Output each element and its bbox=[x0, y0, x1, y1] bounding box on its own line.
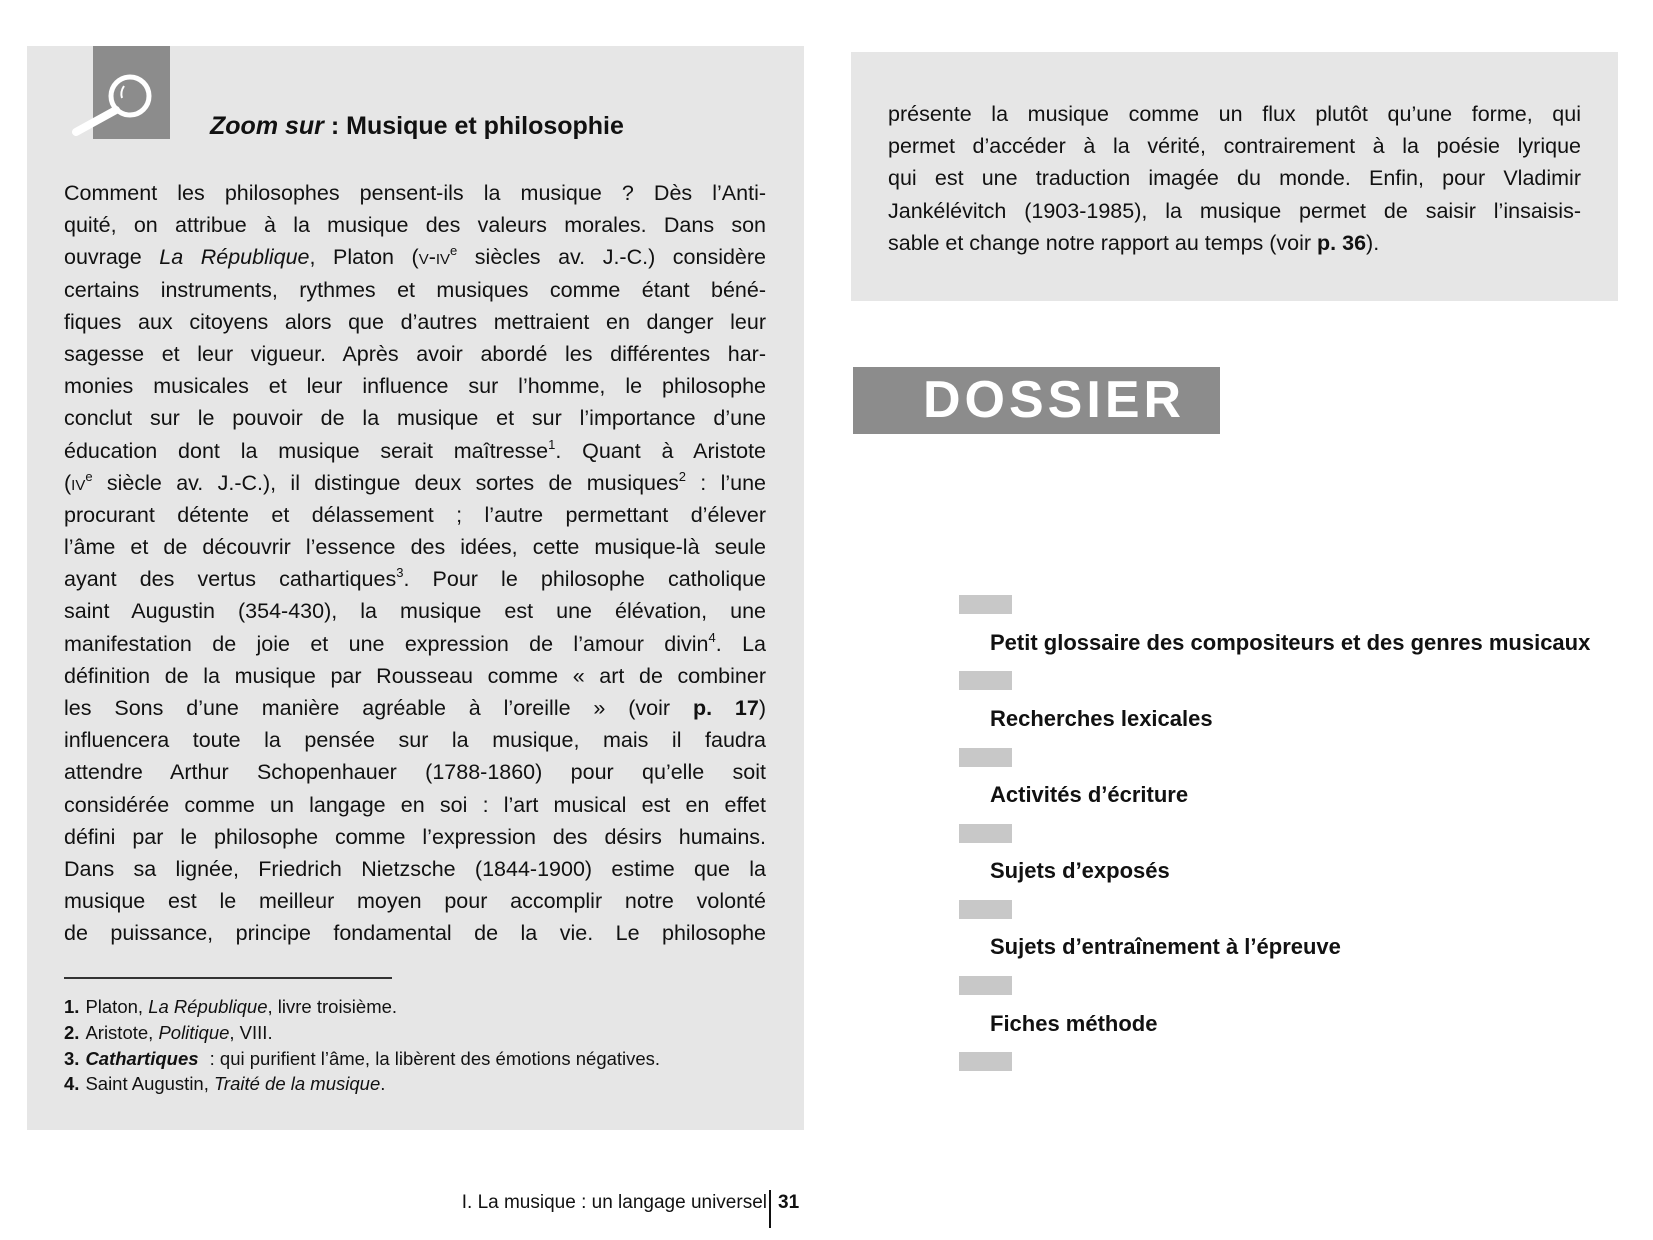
text-line bbox=[64, 917, 766, 949]
text-run: conclut sur le pouvoir de la musique et sur l’importance d’une bbox=[64, 406, 766, 431]
text-run: ). bbox=[1366, 230, 1380, 255]
text-line bbox=[64, 435, 766, 467]
text-run: quité, on attribue à la musique des valeurs morales. Dans son bbox=[64, 213, 766, 238]
footer-chapter: I. La musique : un langage universel bbox=[461, 1192, 767, 1213]
text-line bbox=[64, 467, 766, 499]
text-line bbox=[888, 195, 1581, 227]
text-line bbox=[64, 885, 766, 917]
text-run: Platon, bbox=[85, 996, 149, 1017]
footer-separator bbox=[769, 1190, 771, 1228]
text-run: 3. bbox=[64, 1047, 80, 1069]
page-number: 31 bbox=[778, 1192, 800, 1213]
text-run: influencera toute la pensée sur la musique, mais il faudra bbox=[64, 728, 766, 753]
text-line bbox=[64, 692, 766, 724]
text-line bbox=[64, 821, 766, 853]
text-line bbox=[64, 1046, 660, 1072]
text-run: p. 17 bbox=[692, 696, 759, 720]
text-line bbox=[64, 531, 766, 563]
text-line bbox=[64, 402, 766, 434]
text-run: musique est le meilleur moyen pour accomplir notre volonté bbox=[64, 889, 766, 914]
text-run: 2. bbox=[64, 1021, 80, 1043]
text-line bbox=[888, 227, 1581, 259]
text-run: Traité de la musique bbox=[214, 1073, 381, 1095]
text-run: ) bbox=[758, 696, 767, 720]
text-line bbox=[64, 306, 766, 338]
text-run: 1 bbox=[548, 436, 556, 452]
text-run: Jankélévitch (1903-1985), la musique permet de saisir l’insaisis- bbox=[888, 198, 1581, 223]
continuation-text bbox=[888, 98, 1581, 259]
divider-bar bbox=[959, 671, 1012, 690]
text-line bbox=[64, 853, 766, 885]
text-line bbox=[64, 370, 766, 402]
text-line bbox=[64, 499, 766, 531]
footnote-rule bbox=[64, 977, 392, 979]
text-line bbox=[64, 1020, 660, 1046]
text-line bbox=[64, 1071, 660, 1097]
text-run: monies musicales et leur influence sur l’homme, le philosophe bbox=[64, 374, 766, 399]
text-run: v-iv bbox=[418, 245, 451, 270]
text-line bbox=[64, 209, 766, 241]
text-run: sable et change notre rapport au temps (voir bbox=[888, 230, 1318, 255]
text-run: sagesse et leur vigueur. Après avoir abordé les différentes har- bbox=[64, 341, 766, 366]
text-line bbox=[64, 994, 660, 1020]
text-run: p. 36 bbox=[1317, 230, 1367, 255]
text-run: , VIII. bbox=[229, 1021, 273, 1043]
text-run: définition de la musique par Rousseau comme « art de combiner bbox=[64, 663, 766, 688]
divider-bar bbox=[959, 824, 1012, 843]
text-run: Dans sa lignée, Friedrich Nietzsche (1844-1900) estime que la bbox=[64, 856, 766, 881]
text-run: siècle av. J.-C.), il distingue deux sortes de musiques bbox=[92, 470, 679, 495]
text-run: fiques aux citoyens alors que d’autres mettraient en danger leur bbox=[64, 309, 766, 334]
text-run: éducation dont la musique serait maîtresse bbox=[64, 438, 549, 463]
zoom-title bbox=[210, 112, 624, 141]
zoom-body-text bbox=[64, 177, 766, 950]
text-line bbox=[64, 660, 766, 692]
text-run: . Quant à Aristote bbox=[555, 438, 766, 463]
dossier-item: Recherches lexicales bbox=[990, 706, 1213, 731]
text-run: attendre Arthur Schopenhauer (1788-1860) pour qu’elle soit bbox=[64, 760, 766, 785]
divider-bar bbox=[959, 976, 1012, 995]
text-line bbox=[888, 98, 1581, 130]
text-line bbox=[64, 756, 766, 788]
text-run: l’âme et de découvrir l’essence des idées, cette musique-là seule bbox=[64, 535, 766, 560]
text-run: procurant détente et délassement ; l’autre permettant d’élever bbox=[64, 502, 766, 527]
zoom-title-text: : Musique et philosophie bbox=[323, 112, 624, 140]
text-run: , livre troisième. bbox=[267, 996, 398, 1017]
text-run: 4 bbox=[708, 629, 716, 645]
text-run: : l’une bbox=[685, 470, 766, 495]
dossier-banner: DOSSIER bbox=[853, 367, 1220, 434]
text-run: , Platon ( bbox=[309, 245, 419, 270]
text-run: e bbox=[85, 468, 93, 484]
text-run: ( bbox=[64, 470, 72, 495]
dossier-item: Sujets d’exposés bbox=[990, 858, 1170, 883]
footnotes bbox=[64, 994, 660, 1097]
text-run: certains instruments, rythmes et musiques comme étant béné- bbox=[64, 277, 766, 302]
text-run: Politique bbox=[158, 1021, 230, 1043]
text-line bbox=[888, 130, 1581, 162]
text-line bbox=[64, 595, 766, 627]
text-line bbox=[64, 563, 766, 595]
text-run: . bbox=[380, 1073, 386, 1095]
text-run: Saint Augustin, bbox=[85, 1073, 214, 1095]
dossier-item: Petit glossaire des compositeurs et des genres musicaux bbox=[990, 630, 1591, 655]
text-run: e bbox=[450, 243, 458, 259]
text-run: permet d’accéder à la vérité, contrairement à la poésie lyrique bbox=[888, 134, 1581, 159]
text-run: 3 bbox=[396, 565, 404, 581]
text-run: qui est une traduction imagée du monde. Enfin, pour Vladimir bbox=[888, 166, 1581, 191]
text-run: Aristote, bbox=[85, 1021, 159, 1043]
text-line bbox=[64, 177, 766, 209]
magnifier-icon bbox=[93, 46, 170, 139]
text-run: 2 bbox=[678, 468, 686, 484]
text-line bbox=[64, 338, 766, 370]
text-run: ayant des vertus cathartiques bbox=[64, 567, 397, 592]
text-line bbox=[888, 162, 1581, 194]
text-run: considérée comme un langage en soi : l’art musical est en effet bbox=[64, 792, 766, 817]
text-run: Comment les philosophes pensent-ils la musique ? Dès l’Anti- bbox=[64, 181, 766, 205]
zoom-title-label: Zoom sur bbox=[210, 112, 324, 140]
text-run: manifestation de joie et une expression de l’amour divin bbox=[64, 631, 709, 656]
text-run: 4. bbox=[64, 1073, 80, 1095]
text-run: siècles av. J.-C.) considère bbox=[457, 245, 767, 270]
text-run: : qui purifient l’âme, la libèrent des émotions négatives. bbox=[204, 1047, 661, 1069]
dossier-item: Fiches méthode bbox=[990, 1011, 1158, 1036]
divider-bar bbox=[959, 595, 1012, 614]
text-line bbox=[64, 724, 766, 756]
text-run: 1. bbox=[64, 996, 80, 1017]
text-run: Cathartiques bbox=[85, 1047, 199, 1069]
text-line bbox=[64, 274, 766, 306]
divider-bar bbox=[959, 1052, 1012, 1071]
text-line bbox=[64, 789, 766, 821]
text-run: saint Augustin (354-430), la musique est une élévation, une bbox=[64, 599, 766, 624]
text-run: . La bbox=[715, 631, 766, 656]
text-line bbox=[64, 628, 766, 660]
dossier-item: Activités d’écriture bbox=[990, 782, 1189, 807]
divider-bar bbox=[959, 900, 1012, 919]
text-run: La République bbox=[148, 996, 268, 1017]
text-run: ouvrage bbox=[64, 245, 160, 270]
text-run: présente la musique comme un flux plutôt qu’une forme, qui bbox=[888, 102, 1581, 126]
text-run: La République bbox=[159, 245, 310, 270]
text-run: . Pour le philosophe catholique bbox=[403, 567, 766, 592]
text-line bbox=[64, 241, 766, 273]
dossier-item: Sujets d’entraînement à l’épreuve bbox=[990, 934, 1341, 959]
text-run: les Sons d’une manière agréable à l’oreille » (voir bbox=[64, 696, 693, 720]
text-run: iv bbox=[71, 470, 86, 495]
divider-bar bbox=[959, 748, 1012, 767]
text-run: de puissance, principe fondamental de la vie. Le philosophe bbox=[64, 921, 766, 946]
text-run: défini par le philosophe comme l’expression des désirs humains. bbox=[64, 824, 766, 849]
